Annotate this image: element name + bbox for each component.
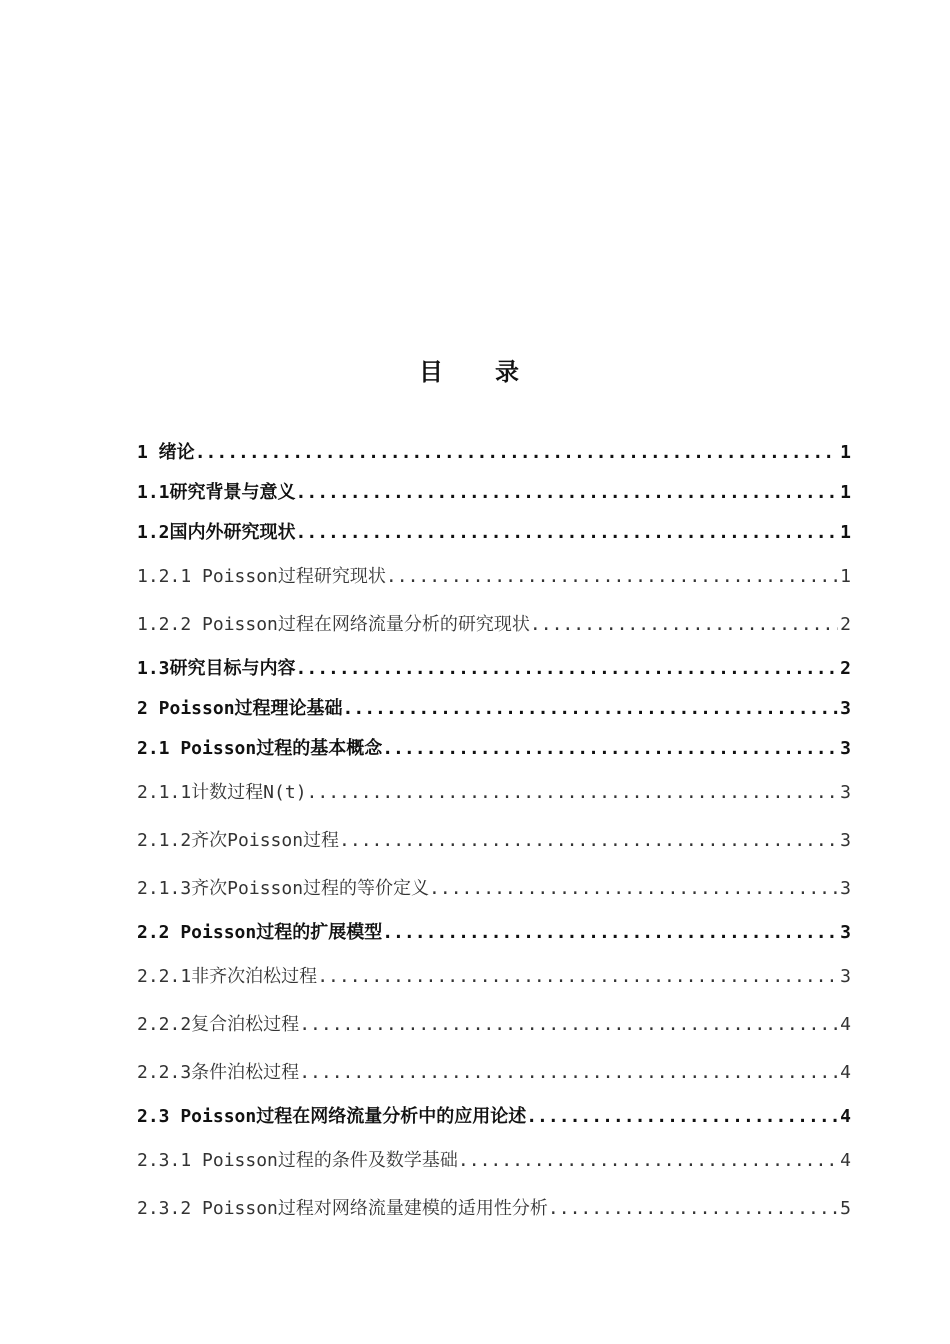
toc-leader (339, 817, 838, 865)
toc-leader (299, 1001, 838, 1049)
toc-entry-2-1-3[interactable] (137, 865, 851, 913)
toc-entry-1-2[interactable] (137, 513, 851, 553)
toc-entry-page: 4 (840, 1106, 851, 1127)
toc-entry-2-2[interactable] (137, 913, 851, 953)
toc-entry-label: 2.1.2齐次Poisson过程 (137, 830, 340, 851)
toc-entry-2-2-2[interactable] (137, 1001, 851, 1049)
toc-entry-label: 2.3 Poisson过程在网络流量分析中的应用论述 (137, 1106, 527, 1127)
toc-entry-page: 3 (840, 738, 851, 759)
toc-entry-2-3-2[interactable] (137, 1185, 851, 1233)
toc-entry-page: 3 (840, 878, 851, 899)
toc-leader (195, 433, 838, 473)
toc-entry-1-2-1[interactable] (137, 553, 851, 601)
toc-entry-label: 2.2.3条件泊松过程 (137, 1062, 300, 1083)
toc-entry-2-2-3[interactable] (137, 1049, 851, 1097)
toc-entry-page: 3 (840, 922, 851, 943)
toc-leader (307, 769, 839, 817)
toc-leader (526, 1097, 838, 1137)
toc-leader (343, 689, 839, 729)
toc-entry-page: 1 (840, 442, 851, 463)
toc-entry-1[interactable] (137, 433, 851, 473)
toc-entry-2-3-1[interactable] (137, 1137, 851, 1185)
toc-entry-2-1-2[interactable] (137, 817, 851, 865)
toc-leader (299, 1049, 838, 1097)
toc-entry-label: 2.3.1 Poisson过程的条件及数学基础 (137, 1150, 458, 1171)
toc-entry-label: 1.1研究背景与意义 (137, 482, 296, 503)
toc-entry-label: 2.1 Poisson过程的基本概念 (137, 738, 383, 759)
toc-entry-label: 1 绪论 (137, 442, 195, 463)
toc-entry-page: 5 (840, 1198, 851, 1219)
toc-leader (317, 953, 838, 1001)
toc-entry-page: 4 (840, 1014, 851, 1035)
toc-entry-page: 4 (840, 1062, 851, 1083)
toc-entry-label: 2.2.1非齐次泊松过程 (137, 966, 318, 987)
toc-entry-page: 1 (840, 482, 851, 503)
toc-leader (296, 473, 839, 513)
toc-entry-page: 2 (840, 658, 851, 679)
toc-leader (296, 513, 839, 553)
toc-entry-2-3[interactable] (137, 1097, 851, 1137)
toc-leader (296, 649, 839, 689)
toc-entry-2-1-1[interactable] (137, 769, 851, 817)
toc-entry-label: 1.3研究目标与内容 (137, 658, 296, 679)
toc-entry-2[interactable] (137, 689, 851, 729)
toc-leader (458, 1137, 838, 1185)
toc-entry-label: 2.2 Poisson过程的扩展模型 (137, 922, 383, 943)
toc-entry-1-3[interactable] (137, 649, 851, 689)
toc-entry-1-2-2[interactable] (137, 601, 851, 649)
toc-entry-label: 2.3.2 Poisson过程对网络流量建模的适用性分析 (137, 1198, 548, 1219)
toc-leader (530, 601, 838, 649)
toc-entry-label: 2.1.3齐次Poisson过程的等价定义 (137, 878, 430, 899)
toc-entry-page: 3 (840, 782, 851, 803)
table-of-contents (137, 433, 851, 1233)
toc-entry-label: 2 Poisson过程理论基础 (137, 698, 343, 719)
toc-entry-label: 2.1.1计数过程N(t) (137, 782, 307, 803)
toc-leader (386, 553, 838, 601)
toc-leader (382, 729, 838, 769)
toc-entry-page: 3 (840, 830, 851, 851)
toc-leader (429, 865, 838, 913)
toc-entry-2-2-1[interactable] (137, 953, 851, 1001)
toc-entry-label: 1.2国内外研究现状 (137, 522, 296, 543)
toc-entry-page: 3 (840, 698, 851, 719)
toc-entry-1-1[interactable] (137, 473, 851, 513)
toc-leader (382, 913, 838, 953)
toc-entry-label: 2.2.2复合泊松过程 (137, 1014, 300, 1035)
toc-entry-page: 1 (840, 566, 851, 587)
toc-leader (548, 1185, 838, 1233)
toc-entry-page: 1 (840, 522, 851, 543)
toc-entry-label: 1.2.2 Poisson过程在网络流量分析的研究现状 (137, 614, 530, 635)
toc-entry-2-1[interactable] (137, 729, 851, 769)
toc-entry-page: 3 (840, 966, 851, 987)
toc-title: 目录 (419, 358, 571, 386)
toc-entry-page: 2 (840, 614, 851, 635)
toc-entry-page: 4 (840, 1150, 851, 1171)
toc-entry-label: 1.2.1 Poisson过程研究现状 (137, 566, 386, 587)
